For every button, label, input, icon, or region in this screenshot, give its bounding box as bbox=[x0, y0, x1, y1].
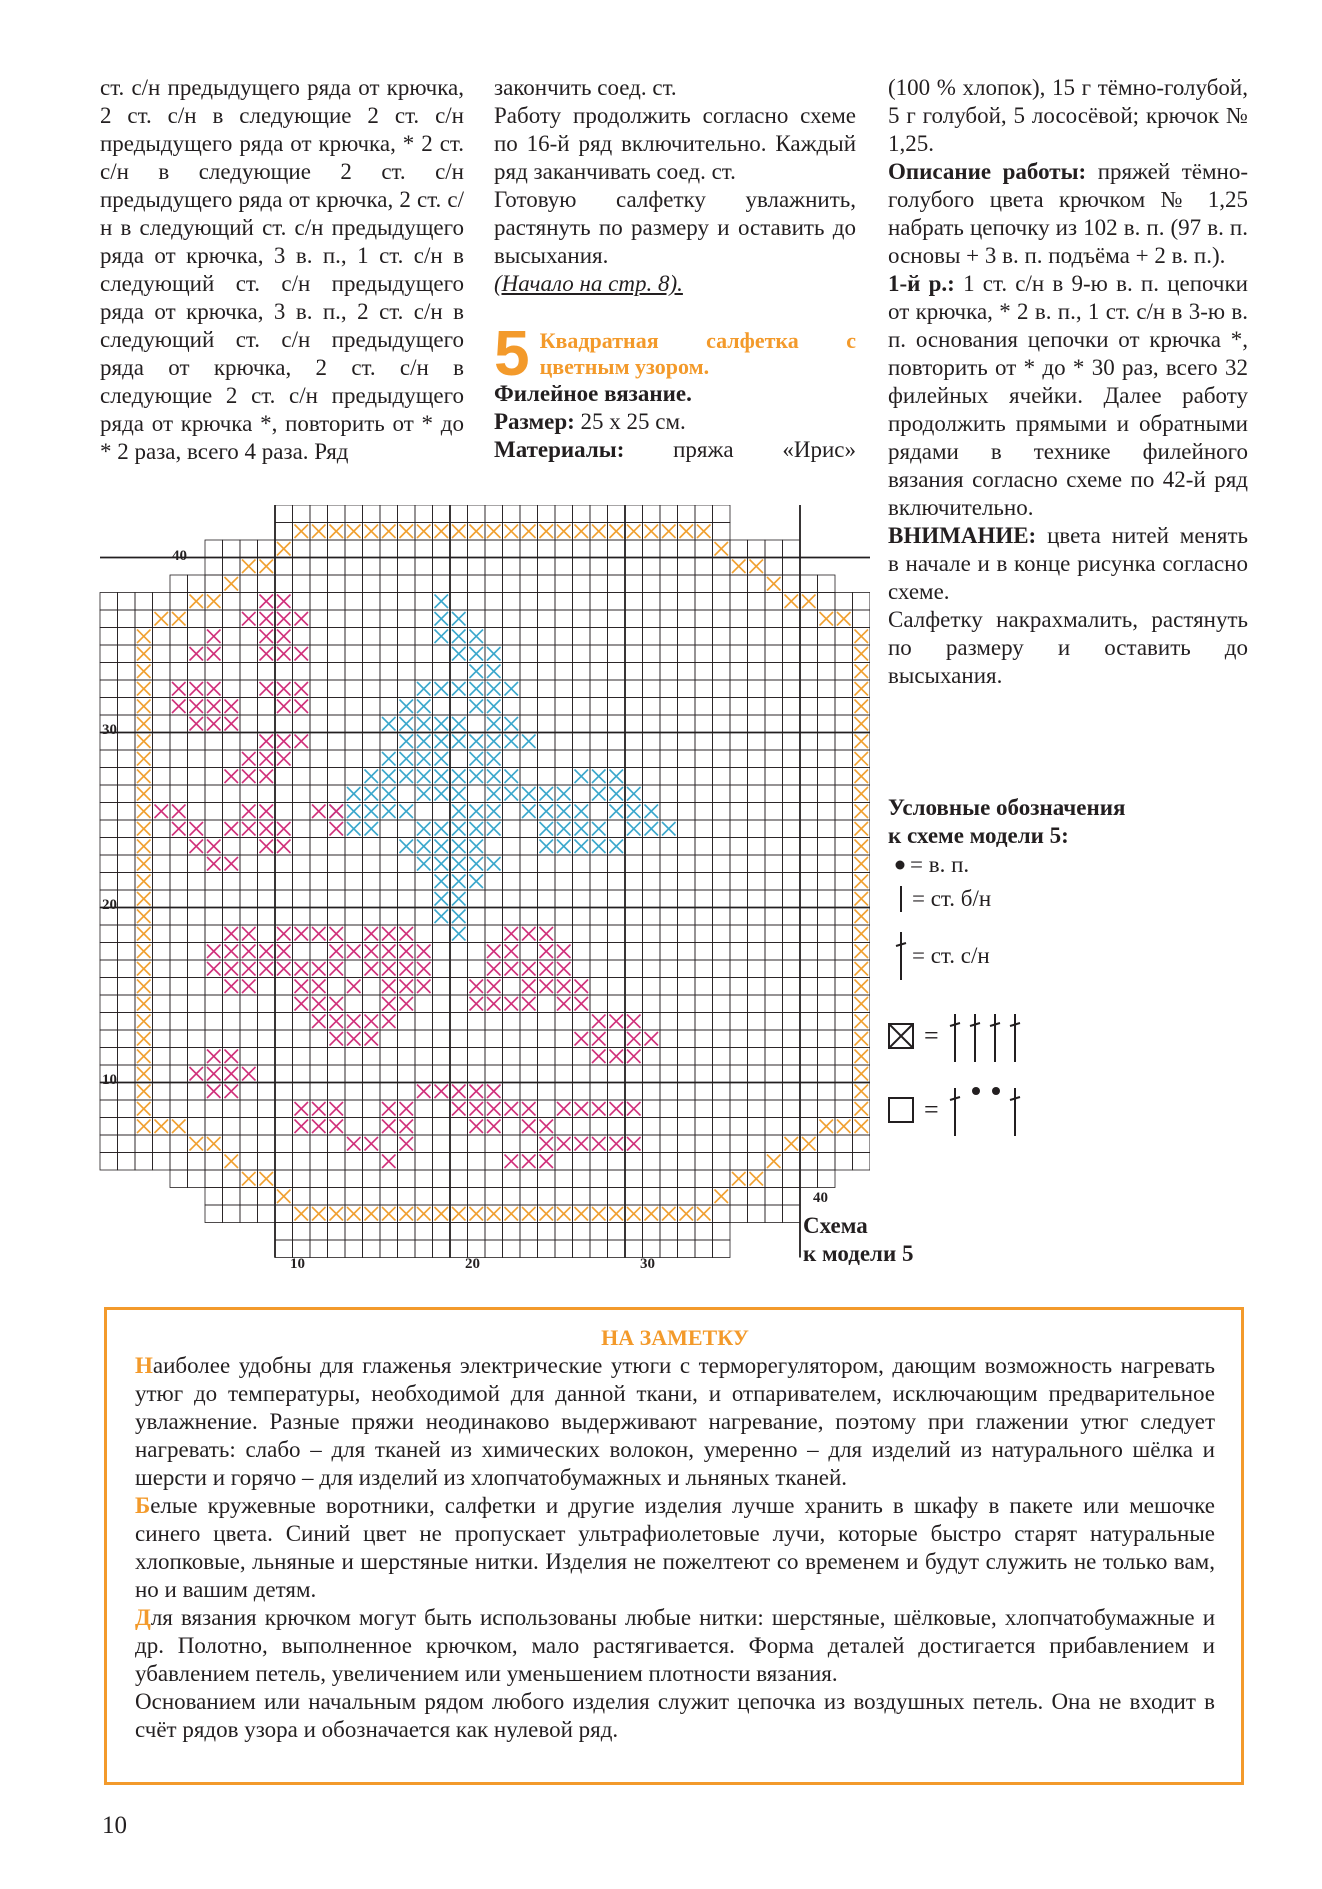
work-description: Описание работы: пряжей тёмно-голубого цвета крючком № 1,25 набрать цепочку из 102 в. п. (97 в. п. основы + 3 в. п. подъёма + 2 в. п.). bbox=[888, 159, 1248, 268]
page-reference: (Начало на стр. 8). bbox=[494, 271, 683, 296]
note-paragraph-storage: Белые кружевные воротники, салфетки и другие изделия лучше хранить в шкафу в пакете или мешочке синего цвета. Синий цвет не пропускает ультрафиолетовые лучи, которые быстро старят натуральные хлопковые, льняные и шерстяные нитки. Изделия не пожелтеют со временем и будут служить не только вам, но и вашим детям. bbox=[135, 1493, 1215, 1602]
page-number: 10 bbox=[102, 1812, 127, 1839]
text-column-2 bbox=[494, 74, 856, 464]
note-title: НА ЗАМЕТКУ bbox=[601, 1325, 749, 1350]
text-column-3 bbox=[888, 74, 1248, 690]
size-line: Размер: 25 х 25 см. bbox=[494, 409, 686, 434]
materials-continued: (100 % хлопок), 15 г тёмно-голубой, 5 г голубой, 5 лососёвой; крючок № 1,25. bbox=[888, 75, 1248, 156]
crochet-scheme bbox=[90, 505, 870, 1270]
legend-row-empty-cell: = bbox=[888, 1082, 1029, 1138]
text-column-1 bbox=[100, 74, 464, 466]
materials-line: Материалы: пряжа «Ирис» bbox=[494, 437, 856, 462]
mesh-icon bbox=[949, 1082, 1029, 1138]
instruction-paragraph: ст. с/н предыдущего ряда от крючка, 2 ст. с/н в следующие 2 ст. с/н предыдущего ряда от крючка, * 2 ст. с/н в следующие 2 ст. с/н предыдущего ряда от крючка, 2 ст. с/н в следующий ст. с/н предыдущего ряда от крючка, 3 в. п., 1 ст. с/н в следующий ст. с/н предыдущего ряда от крючка, 3 в. п., 2 ст. с/н в следующий ст. с/н предыдущего ряда от крючка, 2 ст. с/н в следующие 2 ст. с/н предыдущего ряда от крючка *, повторить от * до * 2 раза, всего 4 раза. Ряд bbox=[100, 75, 464, 464]
y-label-30: 30 bbox=[102, 722, 117, 738]
y-label-40: 40 bbox=[172, 548, 187, 564]
model-heading bbox=[494, 317, 856, 389]
legend-row-dc: = ст. с/н bbox=[892, 930, 990, 982]
x-label-30: 30 bbox=[640, 1256, 655, 1272]
x-label-20: 20 bbox=[465, 1256, 480, 1272]
instruction-end: закончить соед. ст. bbox=[494, 75, 677, 100]
four-dc-icon bbox=[949, 1008, 1029, 1064]
note-paragraph-ironing: Наиболее удобны для глаженья электрические утюги с терморегулятором, дающим возможность нагревать утюг до температуры, необходимой для данной ткани, и отпаривателем, исключающим предварительное увлажнение. Разные пряжи неодинаково выдерживают нагревание, поэтому при глажении утюг следует нагревать: слабо – для тканей из химических волокон, умеренно – для изделий из натурального шёлка и шерсти и горячо – для изделий из хлопчатобумажных и льняных тканей. bbox=[135, 1353, 1215, 1490]
instruction-continue: Работу продолжить согласно схеме по 16-й ряд включительно. Каждый ряд заканчивать соед. ст. bbox=[494, 103, 856, 184]
instruction-finish: Готовую салфетку увлажнить, растянуть по размеру и оставить до высыхания. bbox=[494, 187, 856, 268]
x-label-10: 10 bbox=[290, 1256, 305, 1272]
empty-cell-icon bbox=[888, 1097, 914, 1123]
note-box bbox=[104, 1307, 1244, 1785]
crossed-cell-icon bbox=[888, 1023, 914, 1049]
technique: Филейное вязание. bbox=[494, 381, 692, 406]
legend-title-2: к схеме модели 5: bbox=[888, 823, 1069, 848]
y-label-20: 20 bbox=[102, 897, 117, 913]
legend-row-chain: = в. п. bbox=[892, 852, 969, 878]
note-paragraph-chain: Основанием или начальным рядом любого изделия служит цепочка из воздушных петель. Она не входит в счёт рядов узора и обозначается как нулевой ряд. bbox=[135, 1689, 1215, 1742]
row-1-instruction: 1-й р.: 1 ст. с/н в 9-ю в. п. цепочки от крючка, * 2 в. п., 1 ст. с/н в 3-ю в. п. основания цепочки от крючка *, повторить от * до * 30 раз, всего 32 филейных ячейки. Далее работу продолжить прямыми и обратными рядами в технике филейного вязания согласно схеме по 42-й ряд включительно. bbox=[888, 271, 1248, 520]
single-crochet-icon bbox=[892, 884, 908, 914]
legend-row-filled-cell: = bbox=[888, 1008, 1029, 1064]
dot-icon bbox=[892, 855, 908, 875]
scheme-caption: Схема к модели 5 bbox=[803, 1213, 914, 1266]
filet-chart bbox=[90, 505, 870, 1265]
model-number: 5 bbox=[494, 317, 530, 389]
y-label-10: 10 bbox=[102, 1072, 117, 1088]
note-paragraph-yarn: Для вязания крючком могут быть использованы любые нитки: шерстяные, шёлковые, хлопчатобумажные и др. Полотно, выполненное крючком, мало растягивается. Форма деталей достигается прибавлением и убавлением петель, увеличением или уменьшением плотности вязания. bbox=[135, 1605, 1215, 1686]
attention-note: ВНИМАНИЕ: цвета нитей менять в начале и в конце рисунка согласно схеме. bbox=[888, 523, 1248, 604]
finishing-instruction: Салфетку накрахмалить, растянуть по размеру и оставить до высыхания. bbox=[888, 607, 1248, 688]
model-title: Квадратная салфетка с цветным узором. bbox=[539, 328, 856, 379]
legend bbox=[888, 794, 1288, 850]
legend-row-sc: = ст. б/н bbox=[892, 884, 991, 914]
double-crochet-icon bbox=[892, 930, 908, 982]
right-label-40: 40 bbox=[813, 1190, 828, 1206]
legend-title-1: Условные обозначения bbox=[888, 795, 1126, 820]
